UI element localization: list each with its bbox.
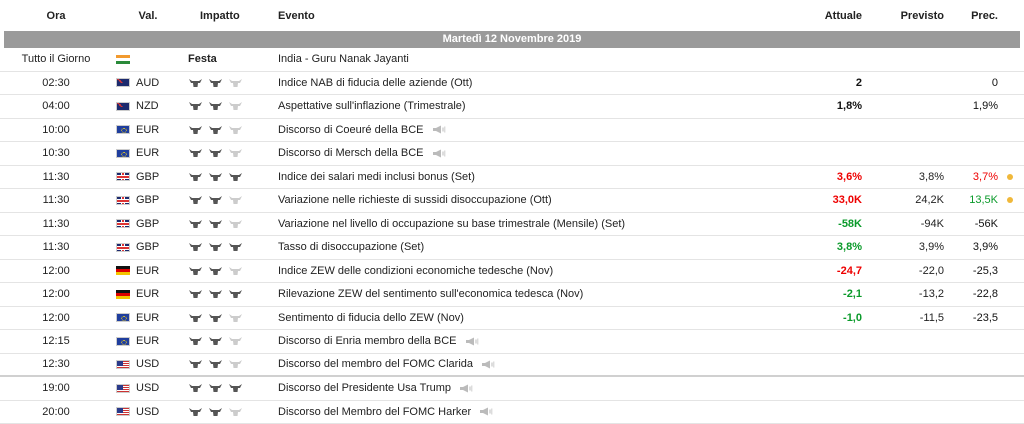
- table-row[interactable]: [0, 307, 1024, 331]
- forecast-value: 24,2K: [864, 194, 944, 206]
- forecast-value: -22,0: [864, 265, 944, 277]
- header-impact[interactable]: Impatto: [184, 10, 274, 22]
- header-event[interactable]: Evento: [274, 10, 784, 22]
- de-flag-icon: [116, 266, 130, 275]
- bull-icon: [208, 101, 223, 111]
- forecast-value: -11,5: [864, 312, 944, 324]
- bull-icon: [188, 336, 203, 346]
- day-separator: Martedì 12 Novembre 2019: [4, 31, 1020, 48]
- bull-icon: [188, 383, 203, 393]
- us-flag-icon: [116, 384, 130, 393]
- event-name-cell[interactable]: [274, 124, 784, 136]
- bull-icon: [188, 242, 203, 252]
- previous-value: 3,9%: [944, 241, 998, 253]
- impact-rating: [184, 289, 274, 299]
- previous-value: -25,3: [944, 265, 998, 277]
- event-name[interactable]: Indice NAB di fiducia delle aziende (Ott): [278, 77, 472, 89]
- forecast-value: 3,8%: [864, 171, 944, 183]
- event-time: 04:00: [0, 100, 112, 112]
- event-name[interactable]: Indice dei salari medi inclusi bonus (Set): [278, 171, 475, 183]
- us-flag-icon: [116, 360, 130, 369]
- previous-value: -56K: [944, 218, 998, 230]
- gb-flag-icon: [116, 196, 130, 205]
- bull-icon: [208, 383, 223, 393]
- currency-code: USD: [136, 406, 159, 418]
- bull-icon: [228, 242, 243, 252]
- us-flag-icon: [116, 407, 130, 416]
- event-name[interactable]: Discorso del Membro del FOMC Harker: [278, 406, 471, 418]
- actual-value: -58K: [784, 218, 864, 230]
- bull-icon: [188, 407, 203, 417]
- currency-code: EUR: [136, 312, 159, 324]
- impact-rating: [184, 195, 274, 205]
- event-name[interactable]: Discorso del Presidente Usa Trump: [278, 382, 451, 394]
- impact-rating: [184, 242, 274, 252]
- event-name-cell[interactable]: [274, 312, 784, 324]
- bull-icon: [228, 101, 243, 111]
- event-time: 10:00: [0, 124, 112, 136]
- event-time: 12:00: [0, 288, 112, 300]
- event-name[interactable]: Variazione nelle richieste di sussidi disoccupazione (Ott): [278, 194, 552, 206]
- currency-code: NZD: [136, 100, 159, 112]
- event-name-cell[interactable]: [274, 171, 784, 183]
- currency-code: USD: [136, 382, 159, 394]
- table-row[interactable]: [0, 166, 1024, 190]
- actual-value: 1,8%: [784, 100, 864, 112]
- actual-value: 3,6%: [784, 171, 864, 183]
- gb-flag-icon: [116, 219, 130, 228]
- event-time: 11:30: [0, 218, 112, 230]
- previous-value: -23,5: [944, 312, 998, 324]
- event-name-cell[interactable]: [274, 265, 784, 277]
- actual-value: 2: [784, 77, 864, 89]
- impact-rating: [184, 78, 274, 88]
- bull-icon: [208, 266, 223, 276]
- bull-icon: [208, 289, 223, 299]
- event-name[interactable]: Discorso di Enria membro della BCE: [278, 335, 457, 347]
- previous-value: 3,7%: [944, 171, 998, 183]
- actual-value: -2,1: [784, 288, 864, 300]
- currency-code: GBP: [136, 171, 159, 183]
- event-name-cell[interactable]: [274, 100, 784, 112]
- table-row[interactable]: [0, 260, 1024, 284]
- bull-icon: [228, 289, 243, 299]
- event-name[interactable]: Tasso di disoccupazione (Set): [278, 241, 424, 253]
- forecast-value: 3,9%: [864, 241, 944, 253]
- impact-rating: [184, 148, 274, 158]
- impact-rating: [184, 359, 274, 369]
- impact-rating: [184, 219, 274, 229]
- forecast-value: -94K: [864, 218, 944, 230]
- actual-value: 33,0K: [784, 194, 864, 206]
- bull-icon: [228, 125, 243, 135]
- au-flag-icon: [116, 78, 130, 87]
- table-row[interactable]: [0, 330, 1024, 354]
- bull-icon: [208, 78, 223, 88]
- impact-rating: [184, 383, 274, 393]
- bull-icon: [188, 148, 203, 158]
- currency-code: EUR: [136, 288, 159, 300]
- header-previous[interactable]: Prec.: [944, 10, 998, 22]
- currency-code: AUD: [136, 77, 159, 89]
- table-row[interactable]: [0, 213, 1024, 237]
- event-name-cell[interactable]: [274, 358, 784, 370]
- header-actual[interactable]: Attuale: [784, 10, 864, 22]
- currency-code: EUR: [136, 335, 159, 347]
- event-time: 02:30: [0, 77, 112, 89]
- table-row[interactable]: [0, 354, 1024, 378]
- table-row[interactable]: [0, 95, 1024, 119]
- currency-code: EUR: [136, 147, 159, 159]
- bull-icon: [208, 242, 223, 252]
- bull-icon: [228, 172, 243, 182]
- event-name[interactable]: Indice ZEW delle condizioni economiche tedesche (Nov): [278, 265, 553, 277]
- previous-value: 13,5K: [944, 194, 998, 206]
- eu-flag-icon: [116, 313, 130, 322]
- bull-icon: [208, 125, 223, 135]
- table-row[interactable]: [0, 377, 1024, 401]
- bull-icon: [208, 407, 223, 417]
- revision-dot-icon[interactable]: [1007, 174, 1013, 180]
- event-time: 12:30: [0, 358, 112, 370]
- eu-flag-icon: [116, 125, 130, 134]
- header-currency[interactable]: Val.: [112, 10, 184, 22]
- previous-value: 1,9%: [944, 100, 998, 112]
- bull-icon: [228, 219, 243, 229]
- impact-rating: [184, 407, 274, 417]
- nz-flag-icon: [116, 102, 130, 111]
- event-time: 12:00: [0, 265, 112, 277]
- bull-icon: [188, 78, 203, 88]
- bull-icon: [188, 195, 203, 205]
- bull-icon: [208, 219, 223, 229]
- holiday-event[interactable]: India - Guru Nanak Jayanti: [274, 53, 784, 65]
- gb-flag-icon: [116, 243, 130, 252]
- event-name-cell[interactable]: [274, 406, 784, 418]
- eu-flag-icon: [116, 337, 130, 346]
- india-flag-icon: [116, 55, 130, 64]
- bull-icon: [228, 266, 243, 276]
- bull-icon: [188, 289, 203, 299]
- event-time: 19:00: [0, 382, 112, 394]
- event-name-cell[interactable]: [274, 382, 784, 394]
- table-row[interactable]: [0, 119, 1024, 143]
- previous-value: 0: [944, 77, 998, 89]
- megaphone-icon: [432, 149, 446, 158]
- gb-flag-icon: [116, 172, 130, 181]
- previous-value: -22,8: [944, 288, 998, 300]
- event-name[interactable]: Aspettative sull'inflazione (Trimestrale): [278, 100, 466, 112]
- bull-icon: [188, 172, 203, 182]
- bull-icon: [208, 148, 223, 158]
- bull-icon: [208, 313, 223, 323]
- event-name-cell[interactable]: [274, 218, 784, 230]
- table-row[interactable]: [0, 283, 1024, 307]
- currency-code: EUR: [136, 124, 159, 136]
- event-name[interactable]: Rilevazione ZEW del sentimento sull'economica tedesca (Nov): [278, 288, 583, 300]
- forecast-value: -13,2: [864, 288, 944, 300]
- event-time: 12:15: [0, 335, 112, 347]
- header-forecast[interactable]: Previsto: [864, 10, 944, 22]
- event-time: 11:30: [0, 241, 112, 253]
- event-name[interactable]: Variazione nel livello di occupazione su base trimestrale (Mensile) (Set): [278, 218, 625, 230]
- actual-value: -1,0: [784, 312, 864, 324]
- bull-icon: [228, 407, 243, 417]
- event-name[interactable]: Discorso di Coeuré della BCE: [278, 124, 424, 136]
- impact-rating: [184, 172, 274, 182]
- megaphone-icon: [432, 125, 446, 134]
- bull-icon: [208, 336, 223, 346]
- currency-code: GBP: [136, 194, 159, 206]
- event-time: 20:00: [0, 406, 112, 418]
- currency-code: EUR: [136, 265, 159, 277]
- bull-icon: [188, 219, 203, 229]
- megaphone-icon: [479, 407, 493, 416]
- bull-icon: [208, 359, 223, 369]
- table-header: [0, 0, 1024, 31]
- currency-code: GBP: [136, 241, 159, 253]
- event-name-cell[interactable]: [274, 335, 784, 347]
- bull-icon: [228, 148, 243, 158]
- event-time: 11:30: [0, 171, 112, 183]
- bull-icon: [228, 78, 243, 88]
- event-name-cell[interactable]: [274, 77, 784, 89]
- bull-icon: [208, 195, 223, 205]
- event-name[interactable]: Discorso di Mersch della BCE: [278, 147, 424, 159]
- megaphone-icon: [459, 384, 473, 393]
- table-row[interactable]: [0, 72, 1024, 96]
- holiday-label: Festa: [184, 53, 274, 65]
- actual-value: -24,7: [784, 265, 864, 277]
- holiday-time: Tutto il Giorno: [0, 53, 112, 65]
- bull-icon: [188, 313, 203, 323]
- event-time: 12:00: [0, 312, 112, 324]
- bull-icon: [188, 266, 203, 276]
- header-time[interactable]: Ora: [0, 10, 112, 22]
- eu-flag-icon: [116, 149, 130, 158]
- bull-icon: [228, 195, 243, 205]
- holiday-row[interactable]: [0, 48, 1024, 72]
- bull-icon: [188, 125, 203, 135]
- event-name-cell[interactable]: [274, 147, 784, 159]
- impact-rating: [184, 101, 274, 111]
- megaphone-icon: [481, 360, 495, 369]
- bull-icon: [208, 172, 223, 182]
- revision-dot-icon[interactable]: [1007, 197, 1013, 203]
- event-name[interactable]: Sentimento di fiducia dello ZEW (Nov): [278, 312, 464, 324]
- currency-code: USD: [136, 358, 159, 370]
- table-row[interactable]: [0, 401, 1024, 424]
- event-time: 10:30: [0, 147, 112, 159]
- event-time: 11:30: [0, 194, 112, 206]
- event-name-cell[interactable]: [274, 194, 784, 206]
- bull-icon: [188, 359, 203, 369]
- megaphone-icon: [465, 337, 479, 346]
- impact-rating: [184, 125, 274, 135]
- bull-icon: [228, 336, 243, 346]
- bull-icon: [228, 313, 243, 323]
- de-flag-icon: [116, 290, 130, 299]
- bull-icon: [228, 359, 243, 369]
- event-name-cell[interactable]: [274, 241, 784, 253]
- impact-rating: [184, 266, 274, 276]
- impact-rating: [184, 336, 274, 346]
- table-row[interactable]: [0, 236, 1024, 260]
- event-name[interactable]: Discorso del membro del FOMC Clarida: [278, 358, 473, 370]
- table-row[interactable]: [0, 189, 1024, 213]
- event-name-cell[interactable]: [274, 288, 784, 300]
- bull-icon: [188, 101, 203, 111]
- table-row[interactable]: [0, 142, 1024, 166]
- bull-icon: [228, 383, 243, 393]
- impact-rating: [184, 313, 274, 323]
- currency-code: GBP: [136, 218, 159, 230]
- actual-value: 3,8%: [784, 241, 864, 253]
